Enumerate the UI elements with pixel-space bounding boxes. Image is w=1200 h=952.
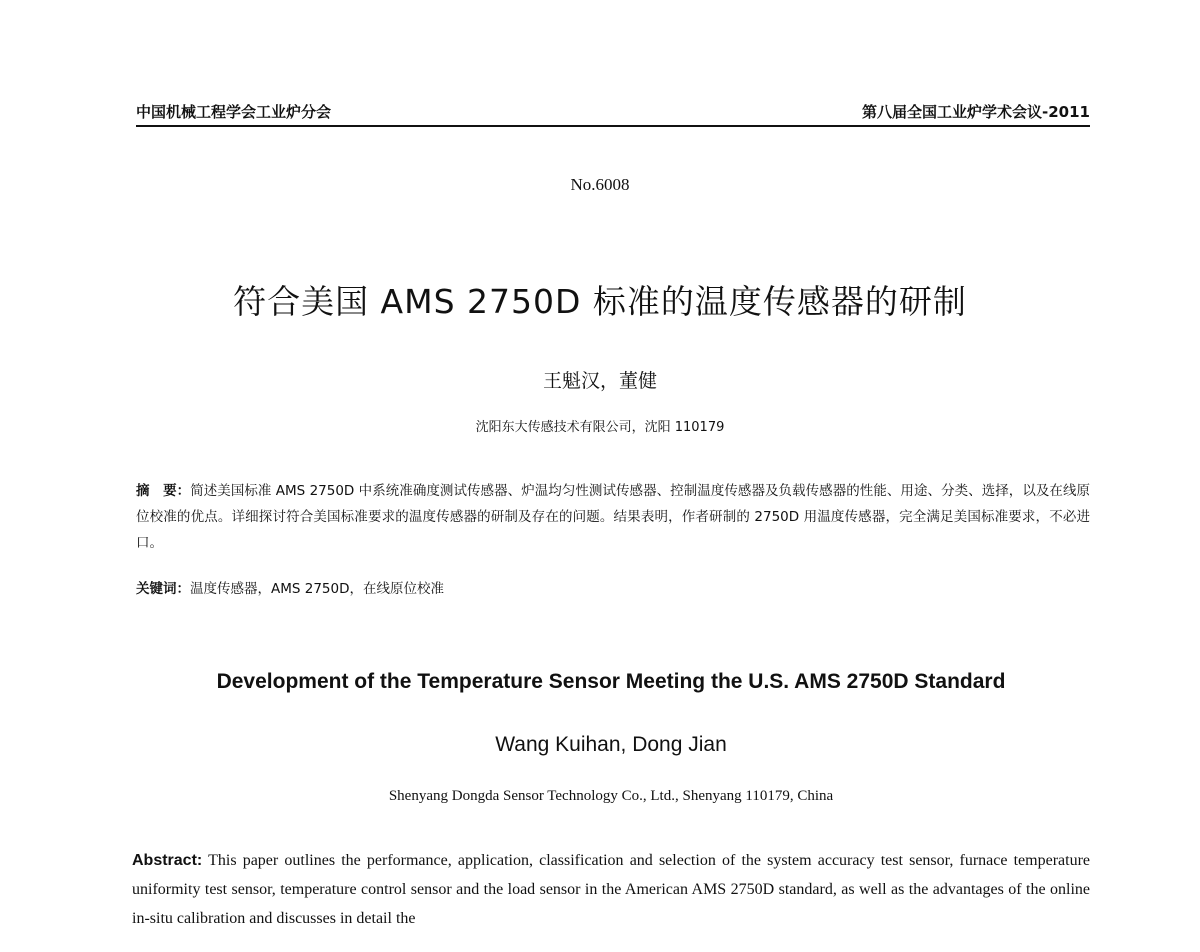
chinese-keywords-label: 关键词： [136, 581, 190, 597]
paper-number: No.6008 [570, 175, 630, 194]
running-header-society: 中国机械工程学会工业炉分会 [136, 103, 332, 121]
chinese-keywords-text: 温度传感器，AMS 2750D，在线原位校准 [190, 581, 444, 597]
chinese-abstract-text: 简述美国标准 AMS 2750D 中系统准确度测试传感器、炉温均匀性测试传感器、控制温度传感器及负载传感器的性能、用途、分类、选择，以及在线原位校准的优点。详细探讨符合美国标准要求的温度传感器的研制及存在的问题。结果表明，作者研制的 2750D 用温度传感器，完全满足美国标准要求，不必进口。 [136, 483, 1091, 551]
english-abstract-label: Abstract: [132, 852, 203, 869]
english-abstract [132, 846, 1090, 933]
english-affiliation: Shenyang Dongda Sensor Technology Co., Ltd., Shenyang 110179, China [388, 788, 834, 804]
chinese-keywords [136, 578, 1090, 600]
running-header-conference: 第八届全国工业炉学术会议-2011 [862, 103, 1090, 121]
chinese-abstract [136, 478, 1090, 556]
header-rule [136, 125, 1090, 127]
chinese-authors: 王魁汉，董健 [542, 370, 657, 392]
chinese-title: 符合美国 AMS 2750D 标准的温度传感器的研制 [233, 282, 967, 321]
english-abstract-text: This paper outlines the performance, application, classification and selection of the system accuracy test sensor, furnace temperature uniformity test sensor, temperature control sensor and the load sensor in the American AMS 2750D standard, as well as the advantages of the online in-situ calibration and discusses in detail the [132, 852, 1091, 927]
chinese-abstract-label: 摘 要： [136, 483, 191, 499]
english-title: Development of the Temperature Sensor Meeting the U.S. AMS 2750D Standard [216, 670, 1006, 693]
chinese-affiliation: 沈阳东大传感技术有限公司，沈阳 110179 [475, 420, 725, 435]
english-authors: Wang Kuihan, Dong Jian [495, 733, 727, 756]
